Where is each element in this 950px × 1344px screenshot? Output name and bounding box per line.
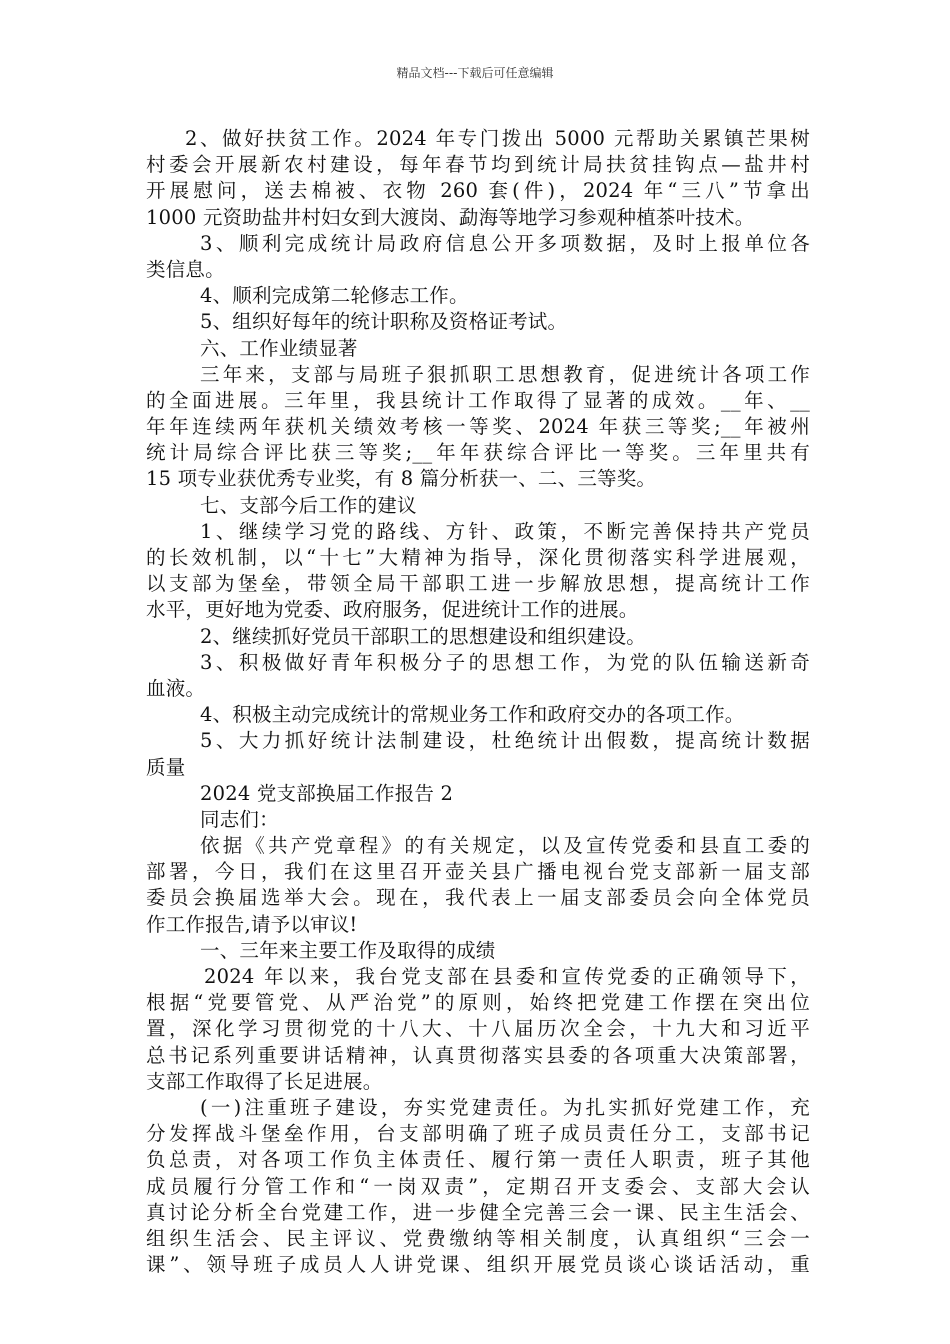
- text-line: 以支部为堡垒，带领全局干部职工进一步解放思想，提高统计工作: [146, 572, 810, 596]
- text-line: 委员会换届选举大会。现在，我代表上一届支部委员会向全体党员: [146, 886, 810, 910]
- text-line: 3、积极做好青年积极分子的思想工作，为党的队伍输送新奇: [200, 650, 810, 674]
- text-line: 一、三年来主要工作及取得的成绩: [200, 938, 496, 962]
- text-line: 15 项专业获优秀专业奖，有 8 篇分析获一、二、三等奖。: [146, 467, 657, 491]
- text-line: (一)注重班子建设，夯实党建责任。为扎实抓好党建工作，充: [200, 1095, 810, 1119]
- text-line: 2024 年以来，我台党支部在县委和宣传党委的正确领导下，: [204, 965, 810, 988]
- text-line: 依据《共产党章程》的有关规定，以及宣传党委和县直工委的: [200, 834, 810, 858]
- text-line: 2024 党支部换届工作报告 2: [200, 781, 454, 805]
- text-line: 1、继续学习党的路线、方针、政策，不断完善保持共产党员: [200, 519, 810, 543]
- text-line: 的全面进展。三年里，我县统计工作取得了显著的成效。__年、__: [146, 388, 810, 412]
- text-line: 组织生活会、民主评议、党费缴纳等相关制度，认真组织“三会一: [146, 1226, 810, 1250]
- text-line: 2、继续抓好党员干部职工的思想建设和组织建设。: [200, 624, 647, 648]
- text-line: 2、做好扶贫工作。2024 年专门拨出 5000 元帮助关累镇芒果树: [185, 127, 810, 150]
- text-line: 支部工作取得了长足进展。: [146, 1069, 383, 1093]
- text-line: 5、组织好每年的统计职称及资格证考试。: [200, 310, 568, 334]
- text-line: 水平，更好地为党委、政府服务，促进统计工作的进展。: [146, 598, 639, 622]
- page-header: 精品文档---下载后可任意编辑: [396, 66, 554, 80]
- text-line: 六、工作业绩显著: [200, 336, 358, 360]
- text-line: 血液。: [146, 676, 206, 700]
- text-line: 1000 元资助盐井村妇女到大渡岗、勐海等地学习参观种植茶叶技术。: [146, 205, 755, 229]
- text-line: 真讨论分析全台党建工作，进一步健全完善三会一课、民主生活会、: [146, 1200, 810, 1224]
- text-line: 七、支部今后工作的建议: [200, 493, 417, 517]
- text-line: 开展慰问，送去棉被、衣物 260 套(件)，2024 年“三八”节拿出: [146, 179, 810, 203]
- text-line: 根据“党要管党、从严治党”的原则，始终把党建工作摆在突出位: [146, 991, 810, 1015]
- text-line: 4、积极主动完成统计的常规业务工作和政府交办的各项工作。: [200, 703, 745, 727]
- text-line: 年年连续两年获机关绩效考核一等奖、2024 年获三等奖;__年被州: [146, 415, 810, 439]
- text-line: 三年来，支部与局班子狠抓职工思想教育，促进统计各项工作: [200, 362, 810, 386]
- document-body: [146, 126, 810, 1278]
- text-line: 3、顺利完成统计局政府信息公开多项数据，及时上报单位各: [200, 231, 810, 255]
- text-line: 5、大力抓好统计法制建设，杜绝统计出假数，提高统计数据: [200, 729, 810, 753]
- text-line: 类信息。: [146, 257, 225, 281]
- text-line: 总书记系列重要讲话精神，认真贯彻落实县委的各项重大决策部署，: [146, 1043, 810, 1067]
- text-line: 统计局综合评比获三等奖;__年年获综合评比一等奖。三年里共有: [146, 441, 810, 465]
- text-line: 负总责，对各项工作负主体责任、履行第一责任人职责，班子其他: [146, 1148, 810, 1172]
- text-line: 部署，今日，我们在这里召开壶关县广播电视台党支部新一届支部: [146, 860, 810, 884]
- text-line: 置，深化学习贯彻党的十八大、十八届历次全会，十九大和习近平: [146, 1017, 810, 1041]
- text-line: 同志们：: [200, 807, 279, 831]
- text-line: 质量: [146, 755, 186, 779]
- text-line: 作工作报告,请予以审议!: [146, 912, 358, 936]
- text-line: 村委会开展新农村建设，每年春节均到统计局扶贫挂钩点—盐井村: [146, 153, 810, 177]
- text-line: 4、顺利完成第二轮修志工作。: [200, 284, 469, 308]
- text-line: 成员履行分管工作和“一岗双责”，定期召开支委会、支部大会认: [146, 1174, 810, 1198]
- text-line: 分发挥战斗堡垒作用，台支部明确了班子成员责任分工，支部书记: [146, 1122, 810, 1146]
- text-line: 课”、领导班子成员人人讲党课、组织开展党员谈心谈话活动，重: [146, 1253, 810, 1277]
- text-line: 的长效机制，以“十七”大精神为指导，深化贯彻落实科学进展观，: [146, 546, 810, 569]
